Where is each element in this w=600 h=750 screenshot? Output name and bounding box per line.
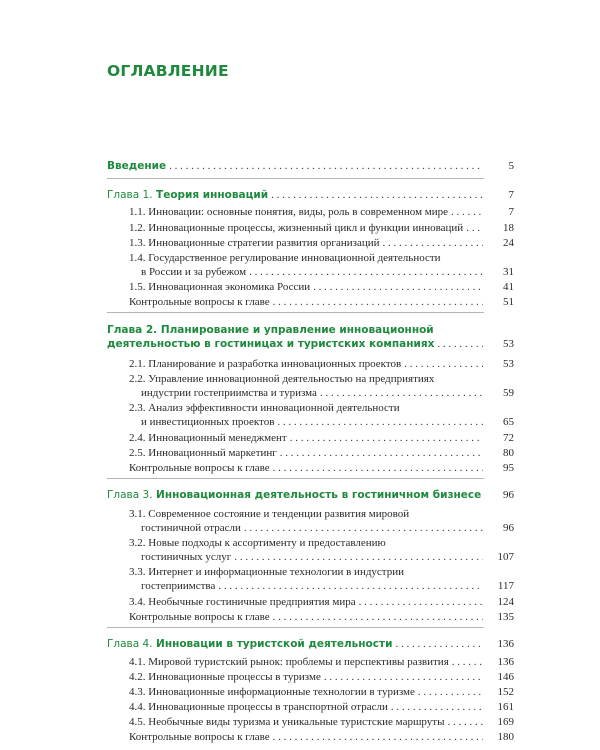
leader-dots	[271, 189, 483, 202]
toc-intro-row[interactable]	[107, 160, 514, 173]
chapter-prefix: Глава 2.	[107, 324, 158, 336]
toc-item-label: 4.1. Мировой туристский рынок: проблемы и перспективы развития	[129, 656, 449, 668]
toc-item-label: Контрольные вопросы к главе	[129, 731, 270, 743]
toc-page-number: 180	[497, 731, 514, 743]
toc-item-4-1[interactable]	[129, 656, 514, 669]
toc-item-label-line1: 3.2. Новые подходы к ассортименту и предоставлению	[129, 537, 386, 549]
toc-page-number: 80	[503, 447, 514, 459]
divider	[107, 312, 484, 313]
toc-item-label: 1.3. Инновационные стратегии развития организаций	[129, 237, 380, 249]
toc-page-number: 18	[503, 222, 514, 234]
chapter-heading	[107, 488, 481, 502]
toc-item-label: 4.2. Инновационные процессы в туризме	[129, 671, 321, 683]
toc-item-1-questions[interactable]	[129, 296, 514, 309]
toc-item-label: гостиничной отрасли	[141, 522, 241, 534]
toc-item-label: Контрольные вопросы к главе	[129, 462, 270, 474]
toc-page-number: 95	[503, 462, 514, 474]
toc-item-label: Контрольные вопросы к главе	[129, 611, 270, 623]
leader-dots	[244, 522, 483, 535]
toc-item-label: 1.1. Инновации: основные понятия, виды, роль в современном мире	[129, 206, 449, 218]
toc-item-4-3[interactable]	[129, 686, 514, 699]
toc-item-label: 3.4. Необычные гостиничные предприятия мира	[129, 596, 356, 608]
toc-page-number: 124	[497, 596, 514, 608]
chapter-heading-line1	[107, 324, 434, 337]
leader-dots	[277, 416, 483, 429]
chapter-title: деятельностью в гостиницах и туристских компаниях	[107, 338, 435, 350]
toc-chapter-4[interactable]	[107, 637, 514, 651]
leader-dots	[169, 160, 483, 173]
toc-page-number: 5	[508, 160, 514, 172]
toc-item-label: индустрии гостеприимства и туризма	[141, 387, 317, 399]
toc-page-number: 51	[503, 296, 514, 308]
toc-page-number: 7	[508, 189, 514, 201]
divider	[107, 478, 484, 479]
toc-page-number: 41	[503, 281, 514, 293]
toc-item-3-3[interactable]	[129, 566, 514, 593]
toc-item-label: 4.3. Инновационные информационные технологии в туризме	[129, 686, 415, 698]
toc-item-4-questions[interactable]	[129, 731, 514, 744]
toc-item-3-4[interactable]	[129, 596, 514, 609]
toc-page-number: 31	[503, 266, 514, 278]
toc-page-number: 72	[503, 432, 514, 444]
toc-item-label: 2.4. Инновационный менеджмент	[129, 432, 287, 444]
toc-item-2-5[interactable]	[129, 447, 514, 460]
toc-item-label: 2.5. Инновационный маркетинг	[129, 447, 277, 459]
chapter-title: Инновационная деятельность в гостиничном бизнесе	[156, 489, 482, 501]
divider	[107, 627, 484, 628]
toc-item-label-line1: 2.3. Анализ эффективности инновационной деятельности	[129, 402, 400, 414]
toc-page-number: 136	[497, 638, 514, 650]
toc-item-1-3[interactable]	[129, 237, 514, 250]
toc-item-label: 1.2. Инновационные процессы, жизненный цикл и функции инноваций	[129, 222, 464, 234]
toc-item-label: гостеприимства	[141, 580, 216, 592]
toc-item-1-4[interactable]	[129, 252, 514, 279]
divider	[107, 178, 484, 179]
leader-dots	[391, 701, 483, 714]
leader-dots	[382, 237, 483, 250]
toc-chapter-1[interactable]	[107, 188, 514, 202]
leader-dots	[418, 686, 483, 699]
leader-dots	[324, 671, 483, 684]
leader-dots	[451, 206, 483, 219]
toc-page-number: 107	[497, 551, 514, 563]
toc-chapter-3[interactable]	[107, 488, 514, 502]
toc-item-1-1[interactable]	[129, 206, 514, 219]
toc-item-label-line1: 2.2. Управление инновационной деятельностью на предприятиях	[129, 373, 435, 385]
toc-page-number: 135	[497, 611, 514, 623]
toc-intro-label: Введение	[107, 160, 167, 172]
chapter-prefix: Глава 4.	[107, 638, 153, 650]
leader-dots	[404, 358, 483, 371]
leader-dots	[273, 296, 483, 309]
toc-item-label: гостиничных услуг	[141, 551, 232, 563]
toc-item-label: 2.1. Планирование и разработка инновационных проектов	[129, 358, 402, 370]
toc-page-number: 136	[497, 656, 514, 668]
toc-page-number: 53	[503, 358, 514, 370]
chapter-title: Инновации в туристской деятельности	[156, 638, 393, 650]
toc-item-4-4[interactable]	[129, 701, 514, 714]
leader-dots	[313, 281, 483, 294]
toc-item-label-line1: 3.3. Интернет и информационные технологии в индустрии	[129, 566, 405, 578]
toc-item-label: 1.5. Инновационная экономика России	[129, 281, 311, 293]
toc-page-number: 146	[497, 671, 514, 683]
toc-page-number: 161	[497, 701, 514, 713]
toc-item-2-4[interactable]	[129, 432, 514, 445]
leader-dots	[447, 716, 483, 729]
toc-item-label-line1: 3.1. Современное состояние и тенденции развития мировой	[129, 508, 410, 520]
toc-page-number: 152	[497, 686, 514, 698]
leader-dots	[466, 222, 483, 235]
leader-dots	[249, 266, 483, 279]
toc-item-2-questions[interactable]	[129, 462, 514, 475]
toc-item-label-line1: 1.4. Государственное регулирование инновационной деятельности	[129, 252, 441, 264]
leader-dots	[452, 656, 483, 669]
toc-page-number: 96	[503, 489, 514, 501]
leader-dots	[280, 447, 483, 460]
page-title: ОГЛАВЛЕНИЕ	[107, 62, 229, 80]
toc-item-label: и инвестиционных проектов	[141, 416, 275, 428]
leader-dots	[218, 580, 483, 593]
toc-page-number: 65	[503, 416, 514, 428]
toc-item-2-1[interactable]	[129, 358, 514, 371]
chapter-heading	[107, 637, 392, 651]
leader-dots	[290, 432, 483, 445]
toc-item-3-2[interactable]	[129, 537, 514, 564]
toc-page-number: 59	[503, 387, 514, 399]
toc-page-number: 96	[503, 522, 514, 534]
toc-item-2-2[interactable]	[129, 373, 514, 400]
chapter-prefix: Глава 3.	[107, 489, 153, 501]
toc-item-3-questions[interactable]	[129, 611, 514, 624]
toc-item-label: 4.5. Необычные виды туризма и уникальные туристские маршруты	[129, 716, 445, 728]
toc-page-number: 117	[497, 580, 514, 592]
chapter-title-line1: Планирование и управление инновационной	[160, 324, 434, 336]
toc-page-number: 24	[503, 237, 514, 249]
leader-dots	[234, 551, 483, 564]
toc-chapter-2[interactable]	[107, 324, 514, 351]
toc-page-number: 7	[508, 206, 514, 218]
toc-item-4-5[interactable]	[129, 716, 514, 729]
toc-item-label: в России и за рубежом	[141, 266, 247, 278]
leader-dots	[273, 731, 483, 744]
toc-item-label: Контрольные вопросы к главе	[129, 296, 270, 308]
chapter-heading	[107, 188, 268, 202]
leader-dots	[273, 611, 483, 624]
toc-item-2-3[interactable]	[129, 402, 514, 429]
toc-item-label: 4.4. Инновационные процессы в транспортной отрасли	[129, 701, 388, 713]
toc-item-4-2[interactable]	[129, 671, 514, 684]
toc-item-1-5[interactable]	[129, 281, 514, 294]
chapter-title: Теория инноваций	[156, 189, 269, 201]
leader-dots	[320, 387, 483, 400]
toc-page-number: 169	[497, 716, 514, 728]
toc-item-3-1[interactable]	[129, 508, 514, 535]
leader-dots	[395, 638, 483, 651]
toc-item-1-2[interactable]	[129, 222, 514, 235]
chapter-prefix: Глава 1.	[107, 189, 153, 201]
leader-dots	[359, 596, 483, 609]
leader-dots	[437, 338, 483, 351]
leader-dots	[273, 462, 483, 475]
toc-page-number: 53	[503, 338, 514, 350]
